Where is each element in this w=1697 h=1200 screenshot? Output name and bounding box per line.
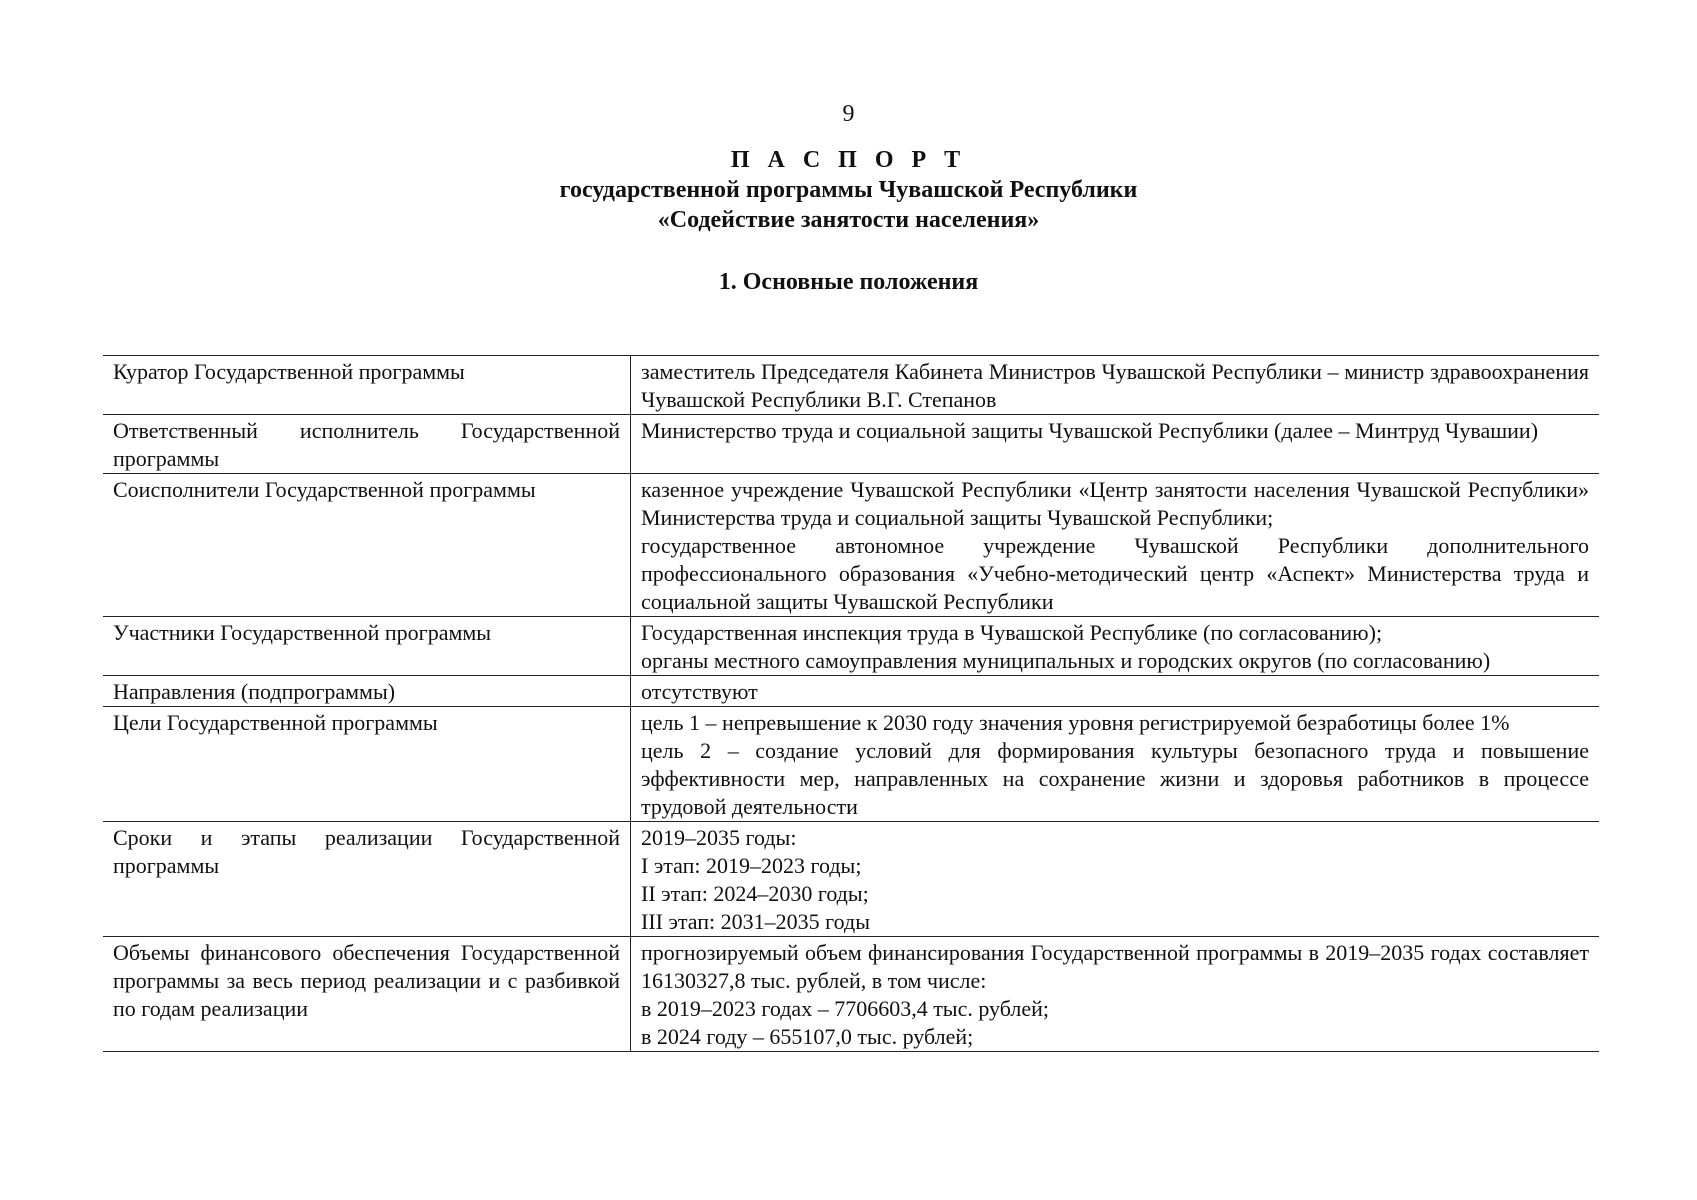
row-value-goals xyxy=(631,707,1600,822)
document-subtitle-line2: «Содействие занятости населения» xyxy=(657,207,1040,233)
row-value-directions xyxy=(631,676,1600,707)
value-line: III этап: 2031–2035 годы xyxy=(641,909,870,934)
value-line: прогнозируемый объем финансирования Государственной программы в 2019–2035 годах составляет 16130327,8 тыс. рублей, в том числе: xyxy=(641,940,1589,993)
value-line: цель 1 – непревышение к 2030 году значения уровня регистрируемой безработицы более 1% xyxy=(641,710,1510,735)
value-line: Государственная инспекция труда в Чувашской Республике (по согласованию); xyxy=(641,620,1383,645)
row-label-responsible-executor: Ответственный исполнитель Государственной программы xyxy=(103,415,631,474)
document-subtitle-line1: государственной программы Чувашской Республики xyxy=(559,177,1138,203)
table-row xyxy=(103,415,1599,474)
value-line: в 2019–2023 годах – 7706603,4 тыс. рублей; xyxy=(641,996,1050,1021)
row-value-participants xyxy=(631,617,1600,676)
value-line: в 2024 году – 655107,0 тыс. рублей; xyxy=(641,1024,974,1049)
row-label-terms-stages: Сроки и этапы реализации Государственной программы xyxy=(103,822,631,937)
row-label-financing: Объемы финансового обеспечения Государственной программы за весь период реализации и с разбивкой по годам реализации xyxy=(103,937,631,1052)
document-title: П А С П О Р Т xyxy=(730,147,967,173)
value-line: цель 2 – создание условий для формирования культуры безопасного труда и повышение эффективности мер, направленных на сохранение жизни и здоровья работников в процессе трудовой деятельности xyxy=(641,738,1589,819)
row-value-co-executors xyxy=(631,474,1600,617)
table-row xyxy=(103,676,1599,707)
value-line: казенное учреждение Чувашской Республики «Центр занятости населения Чувашской Республики» Министерства труда и социальной защиты Чувашской Республики; xyxy=(641,477,1589,530)
table-row xyxy=(103,474,1599,617)
table-row xyxy=(103,822,1599,937)
value-line: Министерство труда и социальной защиты Чувашской Республики (далее – Минтруд Чувашии) xyxy=(641,418,1539,443)
value-line: заместитель Председателя Кабинета Министров Чувашской Республики – министр здравоохранения Чувашской Республики В.Г. Степанов xyxy=(641,359,1589,412)
value-line: 2019–2035 годы: xyxy=(641,825,797,850)
row-label-goals: Цели Государственной программы xyxy=(103,707,631,822)
table-row xyxy=(103,356,1599,415)
section-title: 1. Основные положения xyxy=(718,269,979,295)
row-value-financing xyxy=(631,937,1600,1052)
table-row xyxy=(103,707,1599,822)
value-line: отсутствуют xyxy=(641,679,758,704)
row-label-directions: Направления (подпрограммы) xyxy=(103,676,631,707)
document-heading xyxy=(0,145,1697,235)
row-value-terms-stages xyxy=(631,822,1600,937)
value-line: государственное автономное учреждение Чувашской Республики дополнительного профессионального образования «Учебно-методический центр «Аспект» Министерства труда и социальной защиты Чувашской Республики xyxy=(641,533,1589,614)
row-value-responsible-executor xyxy=(631,415,1600,474)
table-row xyxy=(103,617,1599,676)
table-row xyxy=(103,937,1599,1052)
row-label-curator: Куратор Государственной программы xyxy=(103,356,631,415)
page-number: 9 xyxy=(842,101,855,127)
passport-table xyxy=(103,355,1599,1052)
value-line: органы местного самоуправления муниципальных и городских округов (по согласованию) xyxy=(641,648,1491,673)
row-label-participants: Участники Государственной программы xyxy=(103,617,631,676)
value-line: II этап: 2024–2030 годы; xyxy=(641,881,869,906)
row-value-curator xyxy=(631,356,1600,415)
row-label-co-executors: Соисполнители Государственной программы xyxy=(103,474,631,617)
value-line: I этап: 2019–2023 годы; xyxy=(641,853,862,878)
